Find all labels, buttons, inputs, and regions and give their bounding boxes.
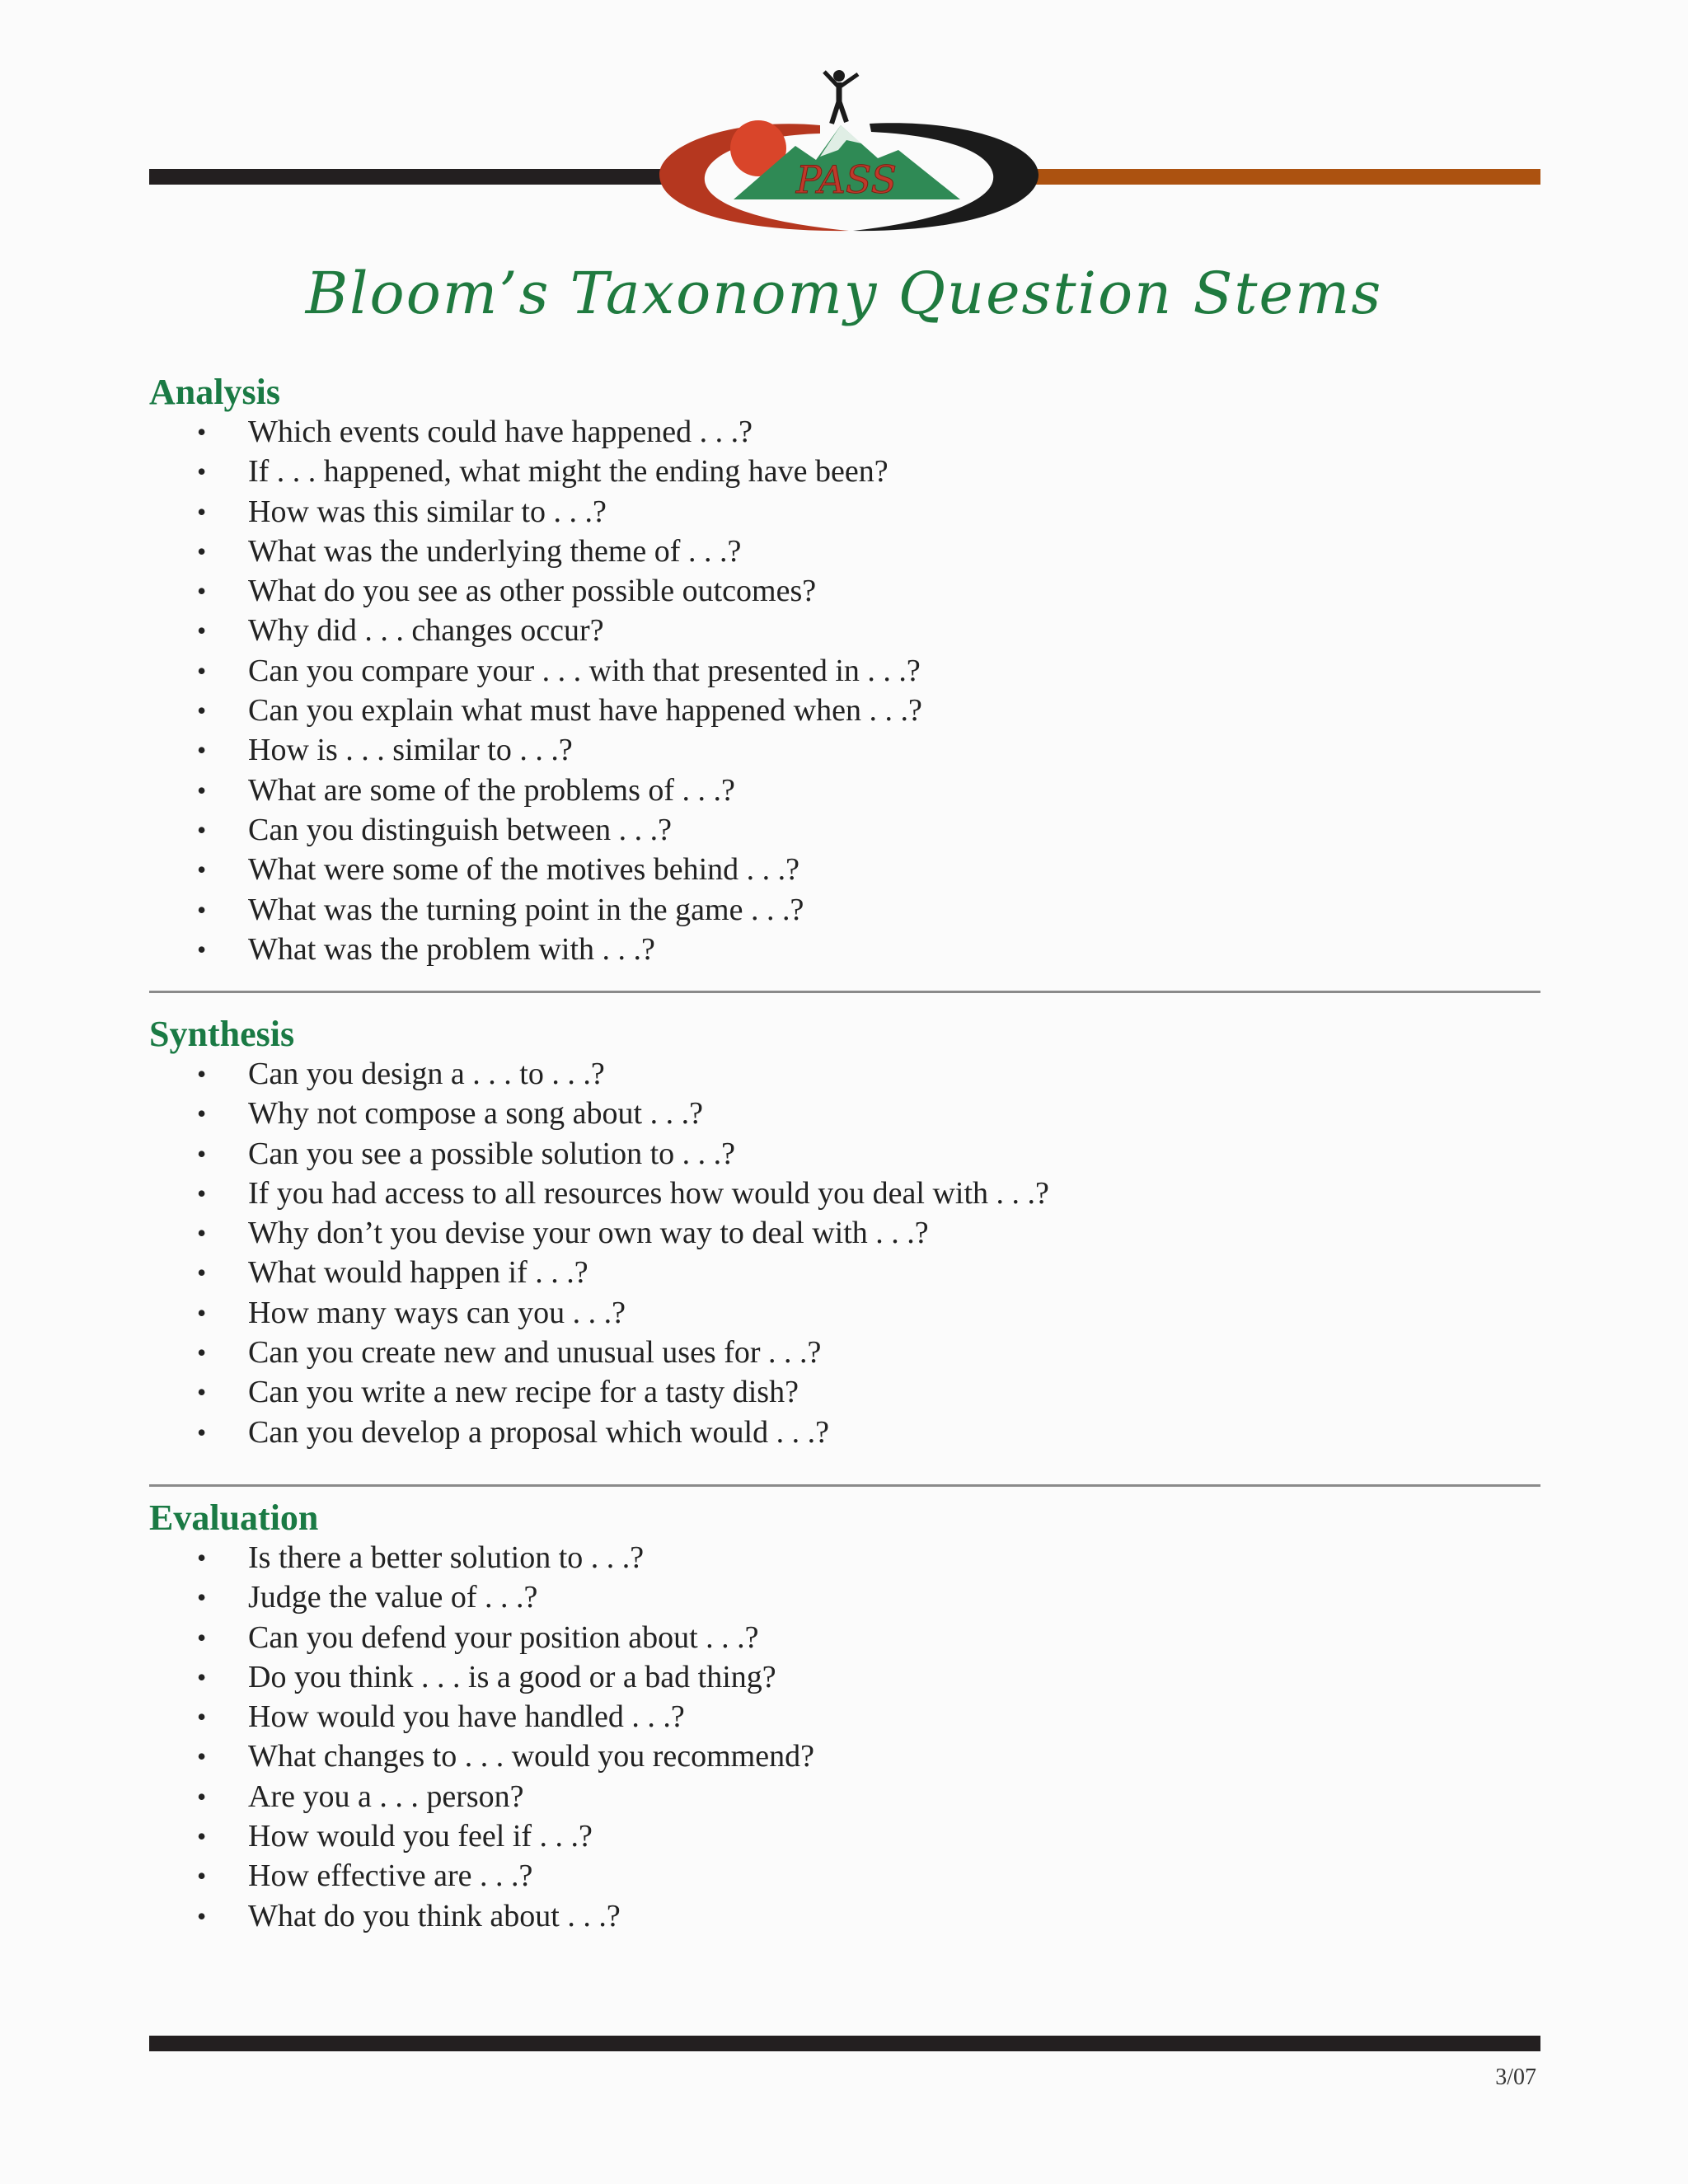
list-item xyxy=(149,1253,1540,1292)
section-evaluation xyxy=(149,1498,1540,1936)
list-item xyxy=(149,492,1540,532)
section-heading: Evaluation xyxy=(149,1497,319,1538)
bullet-icon: • xyxy=(197,1297,207,1328)
item-text: Why did . . . changes occur? xyxy=(248,613,604,649)
item-text: Why not compose a song about . . .? xyxy=(248,1096,703,1132)
item-text: If . . . happened, what might the ending have been? xyxy=(248,454,889,490)
list-item xyxy=(149,930,1540,969)
bullet-icon: • xyxy=(197,417,207,447)
bullet-icon: • xyxy=(197,735,207,766)
item-text: Can you distinguish between . . .? xyxy=(248,812,672,847)
section-divider xyxy=(149,1484,1540,1487)
list-item xyxy=(149,412,1540,452)
list-item xyxy=(149,850,1540,889)
bullet-icon: • xyxy=(197,1781,207,1811)
list-item xyxy=(149,691,1540,730)
bullet-icon: • xyxy=(197,496,207,527)
page-header xyxy=(0,0,1688,247)
item-text: Can you defend your position about . . .? xyxy=(248,1619,759,1655)
bullet-icon: • xyxy=(197,1543,207,1572)
item-text: How effective are . . .? xyxy=(248,1858,533,1894)
list-item xyxy=(149,1736,1540,1776)
item-text: What was the turning point in the game . . .? xyxy=(248,892,804,927)
list-item xyxy=(149,1372,1540,1412)
list-item xyxy=(149,1293,1540,1333)
list-item xyxy=(149,532,1540,571)
list-item xyxy=(149,1816,1540,1856)
item-text: Can you develop a proposal which would . . .? xyxy=(248,1414,829,1450)
bullet-icon: • xyxy=(197,1900,207,1931)
page-title: Bloom’s Taxonomy Question Stems xyxy=(305,260,1383,327)
item-text: What do you see as other possible outcomes? xyxy=(248,574,817,609)
bullet-icon: • xyxy=(197,1741,207,1772)
item-text: Can you explain what must have happened when . . .? xyxy=(248,693,922,729)
bullet-icon: • xyxy=(197,655,207,686)
header-rule-left xyxy=(149,169,668,185)
list-item xyxy=(149,810,1540,850)
list-item xyxy=(149,1697,1540,1736)
list-item xyxy=(149,1657,1540,1697)
bullet-icon: • xyxy=(197,1417,207,1447)
section-heading: Synthesis xyxy=(149,1014,295,1054)
bullet-icon: • xyxy=(197,1138,207,1169)
bullet-icon: • xyxy=(197,1258,207,1288)
list-item xyxy=(149,1618,1540,1657)
question-list xyxy=(149,1054,1540,1452)
bullet-icon: • xyxy=(197,1702,207,1732)
header-rule-right xyxy=(1034,169,1540,185)
logo-text: PASS xyxy=(795,157,898,202)
list-item xyxy=(149,651,1540,691)
bullet-icon: • xyxy=(197,1661,207,1692)
list-item xyxy=(149,452,1540,491)
pass-logo xyxy=(655,68,1043,237)
item-text: Are you a . . . person? xyxy=(248,1779,524,1814)
bullet-icon: • xyxy=(197,894,207,925)
section-heading: Analysis xyxy=(149,372,280,412)
list-item xyxy=(149,1094,1540,1133)
bullet-icon: • xyxy=(197,855,207,885)
item-text: Can you design a . . . to . . .? xyxy=(248,1057,605,1091)
list-item xyxy=(149,1213,1540,1253)
bullet-icon: • xyxy=(197,1338,207,1368)
item-text: What are some of the problems of . . .? xyxy=(248,772,735,808)
list-item xyxy=(149,1896,1540,1936)
footer-rule xyxy=(149,2036,1540,2051)
item-text: What were some of the motives behind . . .? xyxy=(248,852,800,888)
list-item xyxy=(149,1134,1540,1174)
item-text: How would you have handled . . .? xyxy=(248,1699,685,1735)
bullet-icon: • xyxy=(197,536,207,566)
item-text: What was the problem with . . .? xyxy=(248,931,655,967)
list-item xyxy=(149,571,1540,611)
section-analysis xyxy=(149,373,1540,969)
question-list xyxy=(149,412,1540,969)
page-number: 3/07 xyxy=(1495,2064,1536,2090)
item-text: How was this similar to . . .? xyxy=(248,494,607,529)
question-list xyxy=(149,1538,1540,1936)
bullet-icon: • xyxy=(197,814,207,845)
bullet-icon: • xyxy=(197,576,207,607)
item-text: How would you feel if . . .? xyxy=(248,1819,593,1854)
list-item xyxy=(149,1413,1540,1452)
item-text: How is . . . similar to . . .? xyxy=(248,733,573,768)
list-item xyxy=(149,1333,1540,1372)
item-text: Judge the value of . . .? xyxy=(248,1580,538,1615)
logo-figure-icon xyxy=(824,70,858,124)
bullet-icon: • xyxy=(197,775,207,805)
bullet-icon: • xyxy=(197,1821,207,1852)
bullet-icon: • xyxy=(197,696,207,726)
bullet-icon: • xyxy=(197,1622,207,1652)
list-item xyxy=(149,771,1540,810)
bullet-icon: • xyxy=(197,1582,207,1613)
item-text: Can you compare your . . . with that presented in . . .? xyxy=(248,653,921,688)
item-text: Can you create new and unusual uses for . . .? xyxy=(248,1335,822,1371)
item-text: What would happen if . . .? xyxy=(248,1255,588,1291)
list-item xyxy=(149,1577,1540,1617)
bullet-icon: • xyxy=(197,1178,207,1208)
item-text: Do you think . . . is a good or a bad thing? xyxy=(248,1659,776,1694)
list-item xyxy=(149,1174,1540,1213)
bullet-icon: • xyxy=(197,1861,207,1891)
list-item xyxy=(149,611,1540,650)
item-text: What changes to . . . would you recommend? xyxy=(248,1739,814,1774)
section-synthesis xyxy=(149,1015,1540,1452)
list-item xyxy=(149,1856,1540,1896)
item-text: Can you write a new recipe for a tasty dish? xyxy=(248,1375,799,1410)
bullet-icon: • xyxy=(197,1059,207,1089)
bullet-icon: • xyxy=(197,1099,207,1129)
bullet-icon: • xyxy=(197,934,207,964)
bullet-icon: • xyxy=(197,616,207,646)
list-item xyxy=(149,730,1540,770)
list-item xyxy=(149,890,1540,930)
list-item xyxy=(149,1054,1540,1094)
section-divider xyxy=(149,991,1540,993)
bullet-icon: • xyxy=(197,1377,207,1408)
item-text: How many ways can you . . .? xyxy=(248,1295,626,1330)
item-text: Which events could have happened . . .? xyxy=(248,415,753,449)
list-item xyxy=(149,1538,1540,1577)
item-text: What was the underlying theme of . . .? xyxy=(248,533,742,569)
item-text: Can you see a possible solution to . . .? xyxy=(248,1136,736,1171)
item-text: Is there a better solution to . . .? xyxy=(248,1540,645,1575)
bullet-icon: • xyxy=(197,1218,207,1249)
item-text: Why don’t you devise your own way to deal with . . .? xyxy=(248,1216,929,1251)
list-item xyxy=(149,1777,1540,1816)
item-text: What do you think about . . .? xyxy=(248,1898,621,1933)
bullet-icon: • xyxy=(197,457,207,487)
item-text: If you had access to all resources how would you deal with . . .? xyxy=(248,1175,1049,1211)
